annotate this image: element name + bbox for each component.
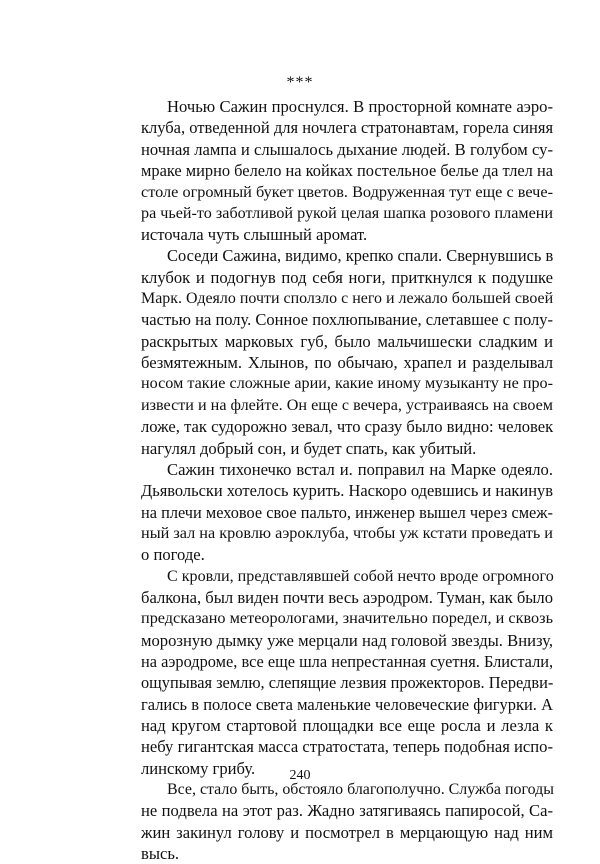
text-line: над кругом стартовой площадки все еще росла и лезла к	[141, 715, 553, 735]
text-line: клубок и подогнув под себя ноги, приткнулся к подушке	[141, 267, 553, 287]
text-line: жин закинул голову и посмотрел в мерцающую над ним	[141, 822, 553, 842]
text-line: Марк. Одеяло почти сползло с него и лежало большей своей	[141, 290, 554, 308]
text-line: ложе, так судорожно зевал, что сразу было видно: человек	[141, 417, 554, 437]
section-separator: ***	[286, 74, 314, 91]
text-line: безмятежным. Хлынов, по обычаю, храпел и разделывал	[141, 353, 553, 373]
text-line: линскому грибу.	[141, 758, 256, 778]
paragraph	[141, 566, 553, 779]
text-line: морозную дымку уже мерцали над головой звезды. Внизу,	[141, 630, 553, 650]
text-line: Сажин тихонечко встал и. поправил на Марке одеяло.	[167, 459, 553, 479]
text-line: высь.	[141, 844, 180, 864]
text-line: о погоде.	[141, 545, 205, 565]
text-line: мраке мирно белело на койках постельное белье да тлел на	[141, 161, 553, 181]
text-line: Соседи Сажина, видимо, крепко спали. Свернувшись в	[167, 246, 554, 266]
text-line: нагулял добрый сон, и будет спать, как убитый.	[141, 438, 477, 458]
text-line: гались в полосе света маленькие человеческие фигурки. А	[141, 694, 553, 714]
text-line: Ночью Сажин проснулся. В просторной комнате аэро-	[167, 97, 553, 116]
text-line: Все, стало быть, обстояло благополучно. Служба погоды	[167, 781, 554, 798]
text-line: ощупывая землю, слепящие лезвия прожекторов. Передви-	[141, 673, 554, 693]
text-line: раскрытых марковых губ, было мальчишески сладким и	[141, 331, 553, 351]
paragraph	[141, 245, 553, 458]
page-number: 240	[289, 768, 311, 783]
paragraph	[141, 96, 553, 245]
body-text	[141, 96, 553, 864]
text-line: ночная лампа и слышалось дыхание людей. В голубом су-	[141, 139, 553, 159]
text-line: извести и на флейте. Он еще с вечера, устраиваясь на своем	[141, 396, 553, 414]
text-line: ный зал на кровлю аэроклуба, чтобы уж кстати проведать и	[141, 523, 553, 542]
text-line: ра чьей-то заботливой рукой целая шапка розового пламени	[141, 204, 553, 222]
text-line: на плечи меховое свое пальто, инженер вышел через смеж-	[141, 502, 553, 522]
text-line: источала чуть слышный аромат.	[141, 225, 368, 245]
text-line: столе огромный букет цветов. Водруженная тут еще с вече-	[141, 182, 553, 202]
text-line: предсказано метеорологами, значительно поредел, и сквозь	[141, 609, 553, 628]
paragraph	[141, 459, 553, 566]
text-line: частью на полу. Сонное похлюпывание, слетавшее с полу-	[141, 310, 553, 330]
text-line: Дьявольски хотелось курить. Наскоро одевшись и накинув	[141, 481, 553, 501]
text-line: носом такие сложные арии, какие иному музыканту не про-	[141, 375, 553, 393]
text-line: не подвела на этот раз. Жадно затягиваясь папиросой, Са-	[141, 801, 553, 821]
text-line: небу гигантская масса стратостата, теперь подобная испо-	[141, 737, 553, 757]
text-line: клуба, отведенной для ночлега стратонавтам, горела синяя	[141, 118, 554, 138]
text-line: балкона, был виден почти весь аэродром. Туман, как было	[141, 587, 553, 607]
paragraph	[141, 779, 553, 864]
text-line: С кровли, представлявшей собой нечто вроде огромного	[167, 567, 554, 585]
text-line: на аэродроме, все еще шла непрестанная суетня. Блистали,	[141, 651, 554, 671]
